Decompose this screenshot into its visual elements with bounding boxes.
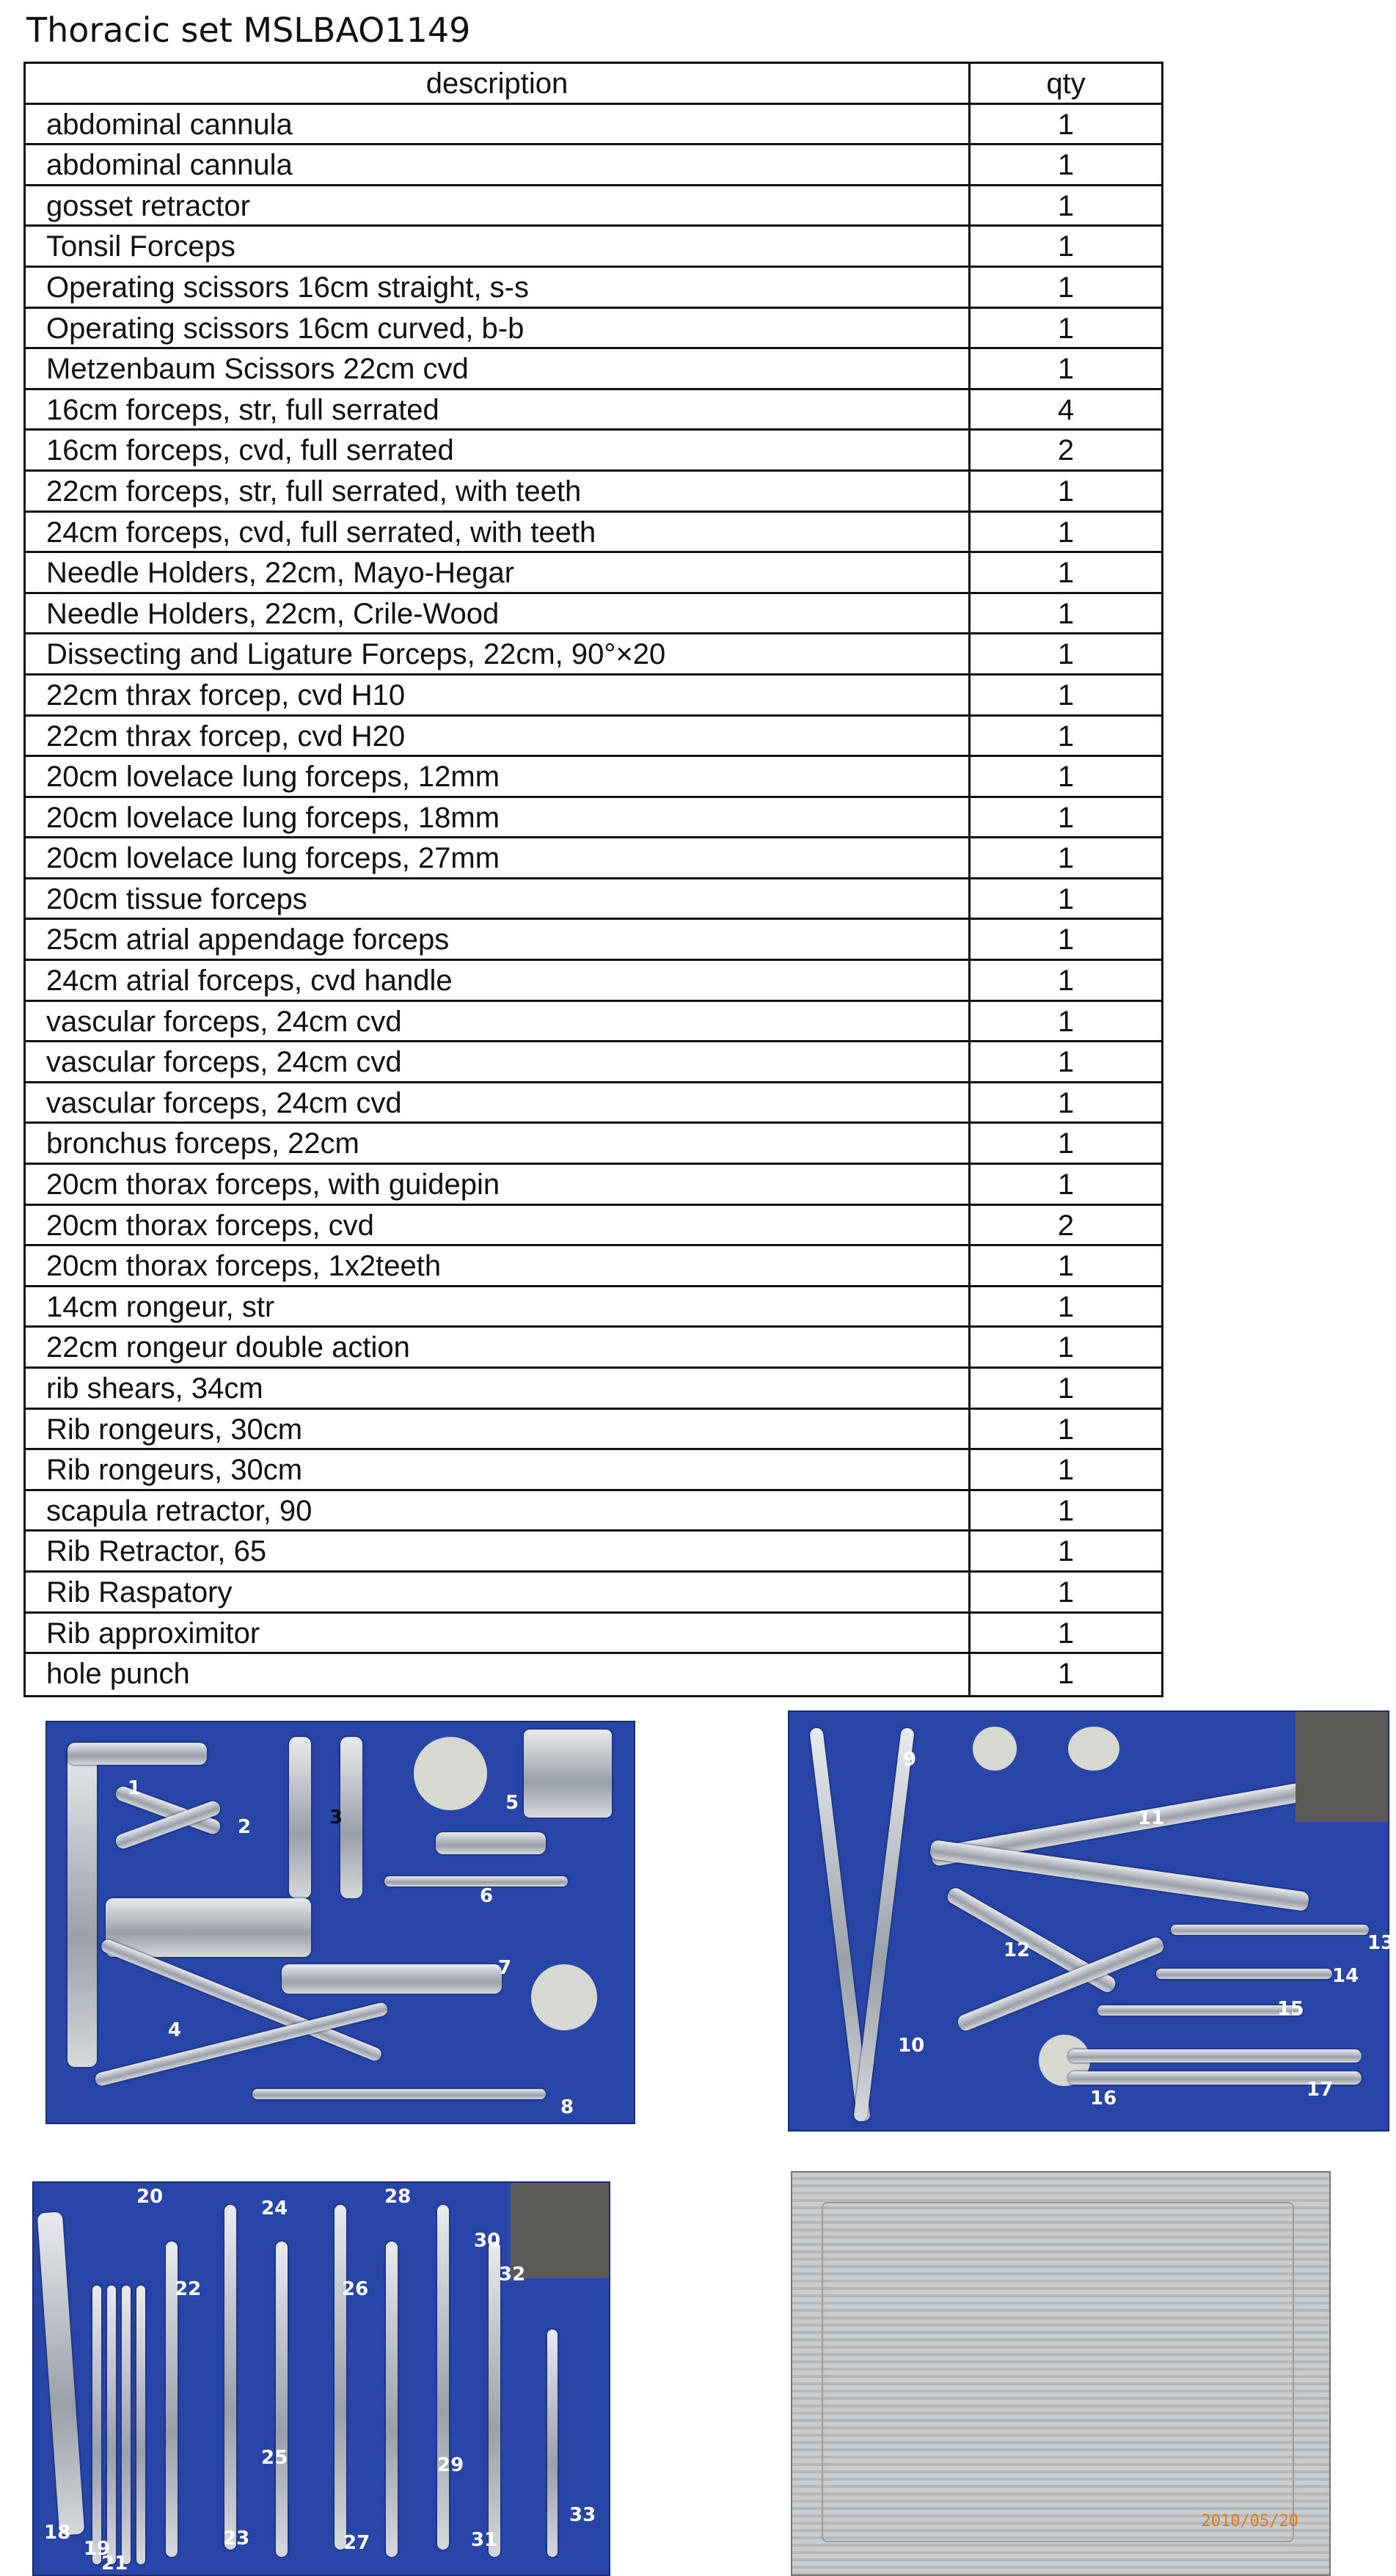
tray3-label-31: 31 [471,2529,498,2551]
table-row [26,1614,1161,1655]
table-row [26,186,1161,227]
row-qty: 1 [1057,1290,1075,1323]
tray2-label-9: 9 [903,1749,917,1771]
tray1-label-7: 7 [498,1957,512,1979]
row-qty: 1 [1057,1658,1075,1691]
table-row [26,1042,1161,1083]
row-qty: 4 [1057,393,1075,426]
tray3-label-25: 25 [261,2447,288,2469]
row-qty: 2 [1057,1209,1075,1242]
table-row [26,1287,1161,1328]
tray2-label-17: 17 [1307,2079,1334,2101]
row-description: abdominal cannula [26,105,971,144]
tray1-label-6: 6 [480,1885,494,1907]
row-qty: 1 [1057,597,1075,630]
tray3-label-28: 28 [384,2186,412,2208]
tray3-label-33: 33 [569,2504,596,2526]
tray2-label-14: 14 [1332,1965,1359,1987]
row-description: Tonsil Forceps [26,227,971,266]
table-row [26,1369,1161,1410]
tray3-label-18: 18 [44,2522,71,2544]
row-description: vascular forceps, 24cm cvd [26,1083,971,1122]
tray3-label-27: 27 [343,2532,370,2554]
tray3-label-24: 24 [261,2198,288,2220]
table-row [26,1410,1161,1451]
row-qty: 1 [1057,353,1075,386]
table-row [26,1002,1161,1043]
table-row [26,268,1161,309]
table-row [26,838,1161,879]
tray3-label-26: 26 [342,2278,369,2300]
row-qty: 1 [1057,1331,1075,1364]
table-row [26,1206,1161,1247]
table-row [26,390,1161,431]
table-row [26,1450,1161,1491]
row-description: 20cm lovelace lung forceps, 12mm [26,757,971,796]
row-description: 20cm thorax forceps, cvd [26,1206,971,1245]
row-description: Rib Raspatory [26,1573,971,1611]
table-row [26,105,1161,146]
row-description: 25cm atrial appendage forceps [26,920,971,959]
row-qty: 2 [1057,434,1075,467]
table-row [26,1124,1161,1165]
table-row [26,349,1161,390]
row-description: 20cm thorax forceps, with guidepin [26,1165,971,1204]
row-description: Needle Holders, 22cm, Crile-Wood [26,594,971,633]
row-description: hole punch [26,1654,971,1695]
row-description: Operating scissors 16cm straight, s-s [26,268,971,307]
table-row [26,309,1161,350]
row-qty: 1 [1057,1372,1075,1405]
instrument-tray-photo-1 [45,1721,635,2124]
table-row [26,717,1161,758]
row-qty: 1 [1057,801,1075,834]
row-qty: 1 [1057,230,1075,263]
row-qty: 1 [1057,475,1075,508]
row-qty: 1 [1057,108,1075,141]
table-row [26,1083,1161,1124]
row-description: 24cm forceps, cvd, full serrated, with teeth [26,513,971,552]
row-description: Operating scissors 16cm curved, b-b [26,309,971,348]
row-description: 20cm lovelace lung forceps, 27mm [26,838,971,877]
row-description: scapula retractor, 90 [26,1491,971,1530]
row-description: gosset retractor [26,186,971,225]
row-description: 24cm atrial forceps, cvd handle [26,961,971,1000]
tray1-label-9: 8 [560,2096,574,2118]
tray3-label-29: 29 [437,2454,464,2476]
tray3-label-23: 23 [223,2528,250,2550]
row-qty: 1 [1057,1413,1075,1446]
row-description: 16cm forceps, cvd, full serrated [26,431,971,469]
tray3-label-22: 22 [175,2278,202,2300]
row-description: 22cm forceps, str, full serrated, with teeth [26,472,971,511]
row-description: vascular forceps, 24cm cvd [26,1002,971,1041]
tray2-label-12: 12 [1004,1939,1031,1961]
row-description: Rib approximitor [26,1614,971,1653]
tray1-label-2: 2 [238,1816,252,1838]
document-title: Thoracic set MSLBAO1149 [26,10,471,50]
row-description: 20cm lovelace lung forceps, 18mm [26,798,971,837]
table-row [26,227,1161,268]
header-description: description [26,64,971,103]
photo-date-stamp: 2010/05/20 [1201,2512,1298,2531]
table-row [26,1165,1161,1206]
row-qty: 1 [1057,1046,1075,1079]
row-description: bronchus forceps, 22cm [26,1124,971,1163]
tray3-label-21: 21 [101,2553,128,2575]
tray3-label-32: 32 [499,2264,526,2286]
tray3-label-19: 19 [84,2538,111,2560]
tray2-label-11: 11 [1138,1807,1165,1829]
table-row [26,1246,1161,1287]
row-qty: 1 [1057,1617,1075,1650]
tray3-label-30: 30 [474,2230,501,2252]
row-qty: 1 [1057,557,1075,590]
row-qty: 1 [1057,678,1075,711]
row-qty: 1 [1057,1494,1075,1527]
table-row [26,798,1161,839]
instrument-tray-photo-3 [32,2181,610,2576]
table-row [26,594,1161,635]
row-qty: 1 [1057,842,1075,875]
row-qty: 1 [1057,312,1075,345]
row-qty: 1 [1057,1168,1075,1201]
row-qty: 1 [1057,1005,1075,1038]
row-description: Dissecting and Ligature Forceps, 22cm, 90°×20 [26,634,971,673]
row-description: Rib rongeurs, 30cm [26,1410,971,1449]
table-row [26,472,1161,513]
row-description: Metzenbaum Scissors 22cm cvd [26,349,971,388]
table-row [26,634,1161,676]
tray2-label-10: 10 [898,2035,925,2057]
row-description: Rib Retractor, 65 [26,1532,971,1570]
table-row [26,1532,1161,1573]
table-row [26,879,1161,921]
row-qty: 1 [1057,271,1075,304]
row-qty: 1 [1057,638,1075,671]
row-qty: 1 [1057,1535,1075,1568]
row-description: 22cm rongeur double action [26,1328,971,1366]
tray2-label-16: 16 [1090,2087,1117,2110]
row-qty: 1 [1057,1086,1075,1119]
row-qty: 1 [1057,1576,1075,1609]
row-description: vascular forceps, 24cm cvd [26,1042,971,1081]
row-qty: 1 [1057,1127,1075,1160]
row-qty: 1 [1057,720,1075,753]
row-description: Rib rongeurs, 30cm [26,1450,971,1489]
instrument-table [23,62,1163,1697]
row-qty: 1 [1057,965,1075,998]
table-row [26,553,1161,594]
table-row [26,920,1161,961]
row-description: 20cm thorax forceps, 1x2teeth [26,1246,971,1285]
tray1-label-8: 4 [168,2019,182,2041]
tray1-label-1: 1 [128,1777,142,1799]
table-row [26,145,1161,186]
carrying-case-photo [791,2171,1331,2576]
row-qty: 1 [1057,1250,1075,1283]
tray2-label-13: 13 [1367,1932,1395,1954]
row-description: 22cm thrax forcep, cvd H10 [26,676,971,714]
header-qty: qty [1046,67,1086,100]
tray1-label-3: 3 [329,1807,343,1829]
row-description: Needle Holders, 22cm, Mayo-Hegar [26,553,971,592]
table-row [26,513,1161,554]
row-qty: 1 [1057,882,1075,915]
row-description: 16cm forceps, str, full serrated [26,390,971,429]
row-qty: 1 [1057,761,1075,794]
table-row [26,1654,1161,1695]
row-description: rib shears, 34cm [26,1369,971,1408]
table-row [26,1573,1161,1614]
table-row [26,1328,1161,1369]
row-qty: 1 [1057,1454,1075,1487]
table-header-row [26,64,1161,105]
table-row [26,676,1161,717]
row-qty: 1 [1057,516,1075,549]
row-qty: 1 [1057,189,1075,222]
row-description: 22cm thrax forcep, cvd H20 [26,717,971,755]
row-description: 20cm tissue forceps [26,879,971,918]
tray1-label-4: 5 [505,1792,519,1814]
table-row [26,961,1161,1002]
tray3-label-20: 20 [136,2186,164,2208]
table-row [26,1491,1161,1532]
instrument-tray-photo-2 [788,1710,1395,2132]
row-qty: 1 [1057,149,1075,182]
table-row [26,757,1161,798]
row-description: 14cm rongeur, str [26,1287,971,1326]
row-qty: 1 [1057,923,1075,956]
row-description: abdominal cannula [26,145,971,184]
table-row [26,431,1161,472]
tray2-label-15: 15 [1277,1998,1304,2020]
